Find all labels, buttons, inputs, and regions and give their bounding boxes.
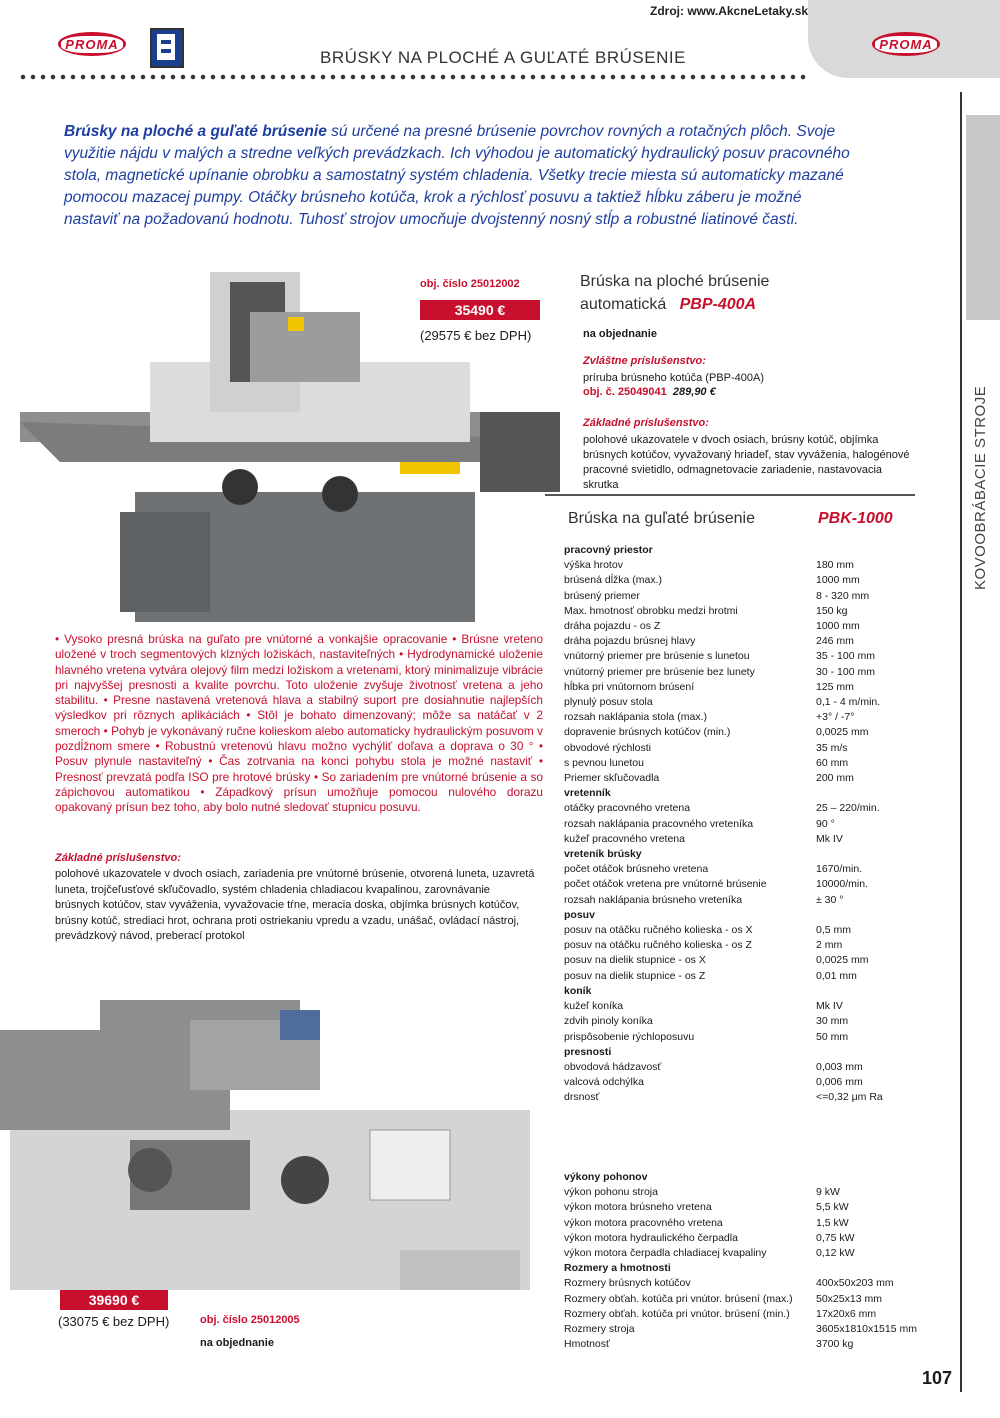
spec-row xyxy=(564,1322,944,1337)
spec-row xyxy=(564,953,944,968)
spec-value: 30 - 100 mm xyxy=(816,665,875,678)
spec-row xyxy=(564,938,944,953)
spec-row xyxy=(564,1030,944,1045)
p2-basic-acc-title: Základné príslušenstvo: xyxy=(55,852,181,864)
p1-special-acc-order: obj. č. 25049041 289,90 € xyxy=(583,386,716,398)
spec-value: 0,1 - 4 m/min. xyxy=(816,696,881,709)
p1-special-acc-title: Zvláštne príslušenstvo: xyxy=(583,355,706,367)
dotted-divider xyxy=(18,74,808,80)
spec-key: výkon motora brúsneho vretena xyxy=(564,1201,712,1214)
spec-value: 1000 mm xyxy=(816,574,860,587)
spec-key: vnútorný priemer pre brúsenie bez lunety xyxy=(564,665,755,678)
spec-section-heading xyxy=(564,847,944,862)
spec-key: zdvih pinoly koníka xyxy=(564,1015,653,1028)
spec-key: Rozmery obťah. kotúča pri vnútor. brúsení (min.) xyxy=(564,1307,790,1320)
second-logo xyxy=(150,28,184,68)
spec-key: Rozmery a hmotnosti xyxy=(564,1262,671,1275)
brand-logo-left: PROMA xyxy=(58,32,126,56)
spec-value: 60 mm xyxy=(816,756,849,769)
spec-key: Rozmery stroja xyxy=(564,1323,635,1336)
spec-value: 17x20x6 mm xyxy=(816,1307,877,1320)
spec-key: posuv xyxy=(564,908,595,921)
spec-row xyxy=(564,999,944,1014)
spec-key: výkon motora pracovného vretena xyxy=(564,1216,723,1229)
spec-section-heading xyxy=(564,984,944,999)
spec-value: 3605x1810x1515 mm xyxy=(816,1323,917,1336)
spec-row xyxy=(564,634,944,649)
spec-value: 2 mm xyxy=(816,939,843,952)
spec-row xyxy=(564,771,944,786)
spec-row xyxy=(564,1292,944,1307)
spec-row xyxy=(564,1246,944,1261)
spec-key: pracovný priestor xyxy=(564,544,653,556)
spec-table-power xyxy=(564,1170,944,1352)
spec-value: 35 - 100 mm xyxy=(816,650,875,663)
spec-key: Priemer skľučovadla xyxy=(564,772,660,785)
spec-key: hĺbka pri vnútornom brúsení xyxy=(564,680,695,693)
intro-paragraph: Brúsky na ploché a guľaté brúsenie sú určené na presné brúsenie povrchov rovných a rotačných plôch. Svoje využitie nájdu v malých a stredne veľkých prevádzkach. Ich výhodou je automatický hydraulický posuv pracovného stola, magnetické upínanie obrobku a samostatný systém chladenia. Všetky trecie miesta sú automaticky mazané pomocou mazacej pumpy. Otáčky brúsneho kotúča, krok a rýchlosť posuvu a taktiež hĺbku záberu je možné nastaviť na požadovanú hodnotu. Tuhosť strojov umocňuje dvojstenný nosný stĺp a robustné liatinové časti. xyxy=(64,123,850,228)
spec-row xyxy=(564,862,944,877)
brand-logo-right: PROMA xyxy=(872,32,940,56)
spec-value: 50 mm xyxy=(816,1030,849,1043)
spec-key: dopravenie brúsnych kotúčov (min.) xyxy=(564,726,731,739)
spec-key: Max. hmotnosť obrobku medzi hrotmi xyxy=(564,604,738,617)
spec-row xyxy=(564,1090,944,1105)
cylindrical-grinder-image xyxy=(0,990,540,1290)
spec-key: rozsah naklápania brúsneho vreteníka xyxy=(564,893,743,906)
spec-key: výkon motora čerpadla chladiacej kvapaliny xyxy=(564,1247,767,1260)
p2-price-net: (33075 € bez DPH) xyxy=(58,1314,170,1329)
spec-key: výkony pohonov xyxy=(564,1171,648,1183)
spec-value: 0,0025 mm xyxy=(816,954,869,967)
spec-key: obvodové rýchlosti xyxy=(564,741,651,754)
spec-value: 0,01 mm xyxy=(816,969,857,982)
spec-key: výška hrotov xyxy=(564,559,623,572)
spec-section-heading xyxy=(564,786,944,801)
spec-value: Mk IV xyxy=(816,832,843,845)
spec-key: presnosti xyxy=(564,1045,612,1058)
spec-row xyxy=(564,756,944,771)
spec-value: 0,5 mm xyxy=(816,924,852,937)
page-title: BRÚSKY NA PLOCHÉ A GUĽATÉ BRÚSENIE xyxy=(320,48,686,67)
spec-value: 3700 kg xyxy=(816,1338,854,1351)
spec-row xyxy=(564,877,944,892)
spec-row xyxy=(564,1060,944,1075)
spec-key: vnútorný priemer pre brúsenie s lunetou xyxy=(564,650,750,663)
spec-key: koník xyxy=(564,984,592,997)
p2-order-number: obj. číslo 25012005 xyxy=(200,1314,300,1326)
spec-value: 150 kg xyxy=(816,604,848,617)
spec-row xyxy=(564,1185,944,1200)
spec-section-heading xyxy=(564,1170,944,1185)
spec-row xyxy=(564,893,944,908)
spec-row xyxy=(564,619,944,634)
spec-row xyxy=(564,923,944,938)
spec-value: 35 m/s xyxy=(816,741,848,754)
spec-key: výkon pohonu stroja xyxy=(564,1186,658,1199)
spec-key: posuv na otáčku ručného kolieska - os Z xyxy=(564,939,752,952)
p2-availability: na objednanie xyxy=(200,1337,274,1349)
spec-row xyxy=(564,741,944,756)
spec-value: ± 30 ° xyxy=(816,893,844,906)
spec-value: 1670/min. xyxy=(816,863,863,876)
p1-special-acc-text: príruba brúsneho kotúča (PBP-400A) xyxy=(583,372,764,384)
control-panel xyxy=(480,412,560,492)
spec-value: 246 mm xyxy=(816,635,854,648)
spec-value: 90 ° xyxy=(816,817,835,830)
spec-key: kužeľ koníka xyxy=(564,1000,624,1013)
spec-key: Hmotnosť xyxy=(564,1338,610,1351)
spec-key: počet otáčok brúsneho vretena xyxy=(564,863,709,876)
spec-value: 1,5 kW xyxy=(816,1216,849,1229)
spec-value: 25 – 220/min. xyxy=(816,802,880,815)
spec-value: Mk IV xyxy=(816,1000,843,1013)
spec-key: dráha pojazdu - os Z xyxy=(564,620,661,633)
spec-value: 5,5 kW xyxy=(816,1201,849,1214)
spec-key: drsnosť xyxy=(564,1091,600,1104)
spec-row xyxy=(564,832,944,847)
spec-key: plynulý posuv stola xyxy=(564,696,653,709)
spec-key: dráha pojazdu brúsnej hlavy xyxy=(564,635,696,648)
side-band xyxy=(966,115,1000,320)
spec-key: vretenník xyxy=(564,787,611,800)
spec-key: Rozmery brúsnych kotúčov xyxy=(564,1277,691,1290)
spec-row xyxy=(564,1337,944,1352)
spec-key: otáčky pracovného vretena xyxy=(564,802,691,815)
spec-value: 50x25x13 mm xyxy=(816,1292,882,1305)
spec-row xyxy=(564,1014,944,1029)
spec-value: 0,006 mm xyxy=(816,1076,863,1089)
spec-value: 0,12 kW xyxy=(816,1247,855,1260)
spec-row xyxy=(564,695,944,710)
spec-value: 200 mm xyxy=(816,772,854,785)
p1-price: 35490 € xyxy=(420,300,540,320)
spec-key: posuv na otáčku ručného kolieska - os X xyxy=(564,924,753,937)
spec-key: posuv na dielik stupnice - os Z xyxy=(564,969,706,982)
spec-row xyxy=(564,817,944,832)
spec-section-heading xyxy=(564,1261,944,1276)
spec-row xyxy=(564,1200,944,1215)
p2-basic-acc-text: polohové ukazovatele v dvoch osiach, zariadenia pre vnútorné brúsenie, otvorená luneta, uzavretá luneta, trojčeľusťové skľučovadlo, systém chladenia chladiacou kvapalinou, zarovnávanie brúsnych kotúčov, stav vyváženia, vyvažovacie tŕne, meracia doska, objímka brúsnych kotúčov, brúsny kotúč, strediaci hrot, ochrana proti ostriekaniu vpredu a vzadu, unášač, ovládací nástroj, prevádzkový návod, preberací protokol xyxy=(55,868,535,942)
spec-key: rozsah naklápania stola (max.) xyxy=(564,711,707,724)
p2-description: • Vysoko presná brúska na guľato pre vnútorné a vonkajšie opracovanie • Brúsne vreteno uložené v troch segmentových klzných ložiskách, nastaviteľných • Hydrodynamické uloženie hlavného vretena vytvára olejový film medzi ložiskom a vretenami, ktorý minimalizuje vibrácie pri najvyššej presnosti a kvalite povrchu. Toto uloženie zvyšuje životnosť vretena a jeho stabilitu. • Presne nastavená vretenová hlava a stabilný suport pre dosiahnutie najlepších výsledkov pri rôznych aplikáciách • Stôl je bohato dimenzovaný; môže sa natáčať v 2 smeroch • Pohyb je vykonávaný ručne kolieskom alebo automaticky hydraulickým posuvom v pozdĺžnom smere • Robustnú vretenovú hlavu možno vychýliť doľava a doprava o 30 ° • Posuv plynule nastaviteľný • Čas zotrvania na konci pohybu stola je možné nastaviť • Presnosť prevzatá podľa ISO pre hrotové brúsky • So zariadením pre vnútorné brúsenie a so zápichovou automatikou • Západkový prísun umožňuje pomocou nulového dorazu opakovaný prísun bez toho, aby bolo nutné sledovať stupnicu posuvu. xyxy=(55,632,543,815)
spec-section-heading xyxy=(564,908,944,923)
p1-basic-acc-text: polohové ukazovatele v dvoch osiach, brúsny kotúč, objímka brúsnych kotúčov, vyvažovaný hriadeľ, stav vyváženia, halogénové pracovné svietidlo, odmagnetovacie zariadenie, nastavovacia skrutka xyxy=(583,434,910,491)
spec-row xyxy=(564,725,944,740)
spec-table xyxy=(564,543,944,1106)
p1-title: Brúska na ploché brúsenie automatická PBP-400A xyxy=(580,273,770,313)
spec-value: 30 mm xyxy=(816,1015,849,1028)
spec-row xyxy=(564,558,944,573)
spec-value: 0,003 mm xyxy=(816,1060,863,1073)
spec-value: 125 mm xyxy=(816,680,854,693)
spec-row xyxy=(564,710,944,725)
p1-basic-acc-title: Základné príslušenstvo: xyxy=(583,417,709,429)
spec-value: 9 kW xyxy=(816,1186,840,1199)
spec-key: posuv na dielik stupnice - os X xyxy=(564,954,706,967)
spec-value: 0,0025 mm xyxy=(816,726,869,739)
p2-title: Brúska na guľaté brúsenie PBK-1000 xyxy=(568,510,893,527)
spec-row xyxy=(564,649,944,664)
spec-row xyxy=(564,1231,944,1246)
spec-row xyxy=(564,1276,944,1291)
spec-section-heading xyxy=(564,543,944,558)
spec-key: prispôsobenie rýchloposuvu xyxy=(564,1030,695,1043)
spec-key: kužeľ pracovného vretena xyxy=(564,832,685,845)
spec-section-heading xyxy=(564,1045,944,1060)
p1-availability: na objednanie xyxy=(583,328,657,340)
spec-value: 1000 mm xyxy=(816,620,860,633)
p1-price-net: (29575 € bez DPH) xyxy=(420,328,532,343)
source-url: Zdroj: www.AkcneLetaky.sk xyxy=(650,4,809,18)
spec-row xyxy=(564,680,944,695)
spec-value: 400x50x203 mm xyxy=(816,1277,894,1290)
spec-value: 180 mm xyxy=(816,559,854,572)
spec-key: obvodová hádzavosť xyxy=(564,1060,662,1073)
spec-row xyxy=(564,604,944,619)
spec-row xyxy=(564,1307,944,1322)
spec-key: brúsený priemer xyxy=(564,589,640,602)
spec-value: +3° / -7° xyxy=(816,711,855,724)
side-category-label: KOVOOBRÁBACIE STROJE xyxy=(972,385,989,590)
spec-key: s pevnou lunetou xyxy=(564,756,644,769)
spec-row xyxy=(564,969,944,984)
spec-key: rozsah naklápania pracovného vreteníka xyxy=(564,817,754,830)
spec-row xyxy=(564,665,944,680)
spec-value: <=0,32 μm Ra xyxy=(816,1091,883,1104)
spec-key: brúsená dĺžka (max.) xyxy=(564,574,663,587)
spec-row xyxy=(564,801,944,816)
control-panel xyxy=(370,1130,450,1200)
p2-rule xyxy=(545,494,915,496)
spec-value: 0,75 kW xyxy=(816,1231,855,1244)
spec-row xyxy=(564,589,944,604)
spec-key: Rozmery obťah. kotúča pri vnútor. brúsení (max.) xyxy=(564,1292,793,1305)
spec-value: 8 - 320 mm xyxy=(816,589,870,602)
spec-key: počet otáčok vretena pre vnútorné brúsenie xyxy=(564,878,767,891)
spec-row xyxy=(564,1216,944,1231)
spec-key: výkon motora hydraulického čerpadla xyxy=(564,1231,738,1244)
spec-row xyxy=(564,1075,944,1090)
spec-value: 10000/min. xyxy=(816,878,868,891)
vertical-rule xyxy=(960,92,962,1392)
p1-order-number: obj. číslo 25012002 xyxy=(420,278,520,290)
page-number: 107 xyxy=(922,1368,953,1388)
spec-key: valcová odchýlka xyxy=(564,1076,644,1089)
spec-key: vreteník brúsky xyxy=(564,848,642,861)
p2-price: 39690 € xyxy=(60,1290,168,1310)
spec-row xyxy=(564,573,944,588)
